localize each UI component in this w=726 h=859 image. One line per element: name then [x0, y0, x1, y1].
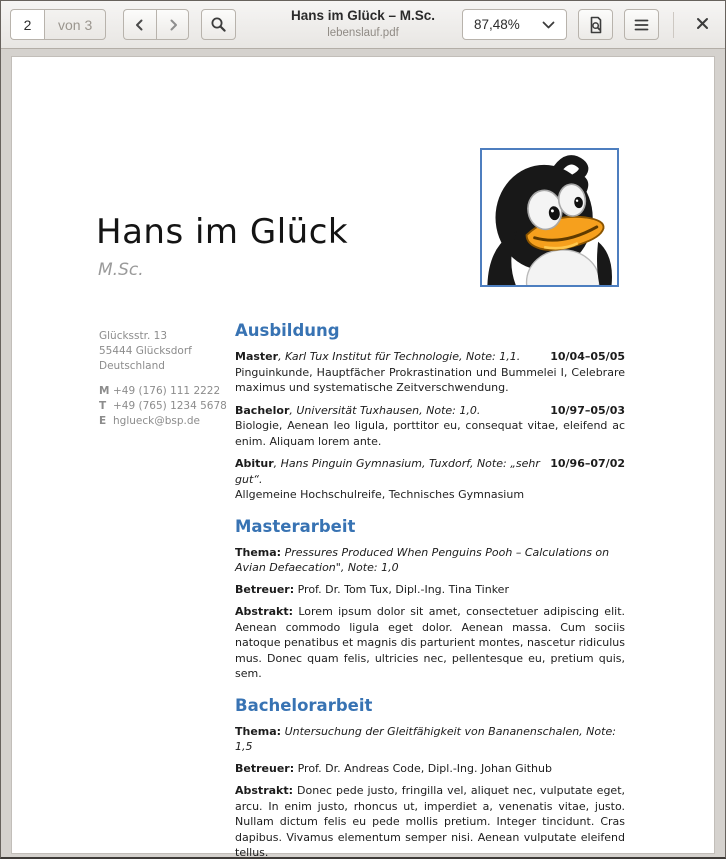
- chevron-left-icon: [132, 17, 148, 33]
- document-viewport[interactable]: [1, 50, 725, 857]
- entry-description: Pinguinkunde, Hauptfächer Prokrastination und Bummelei I, Celebrare maximus und systematische Zeitverschwendung.: [235, 365, 625, 394]
- tux-penguin-photo: [480, 148, 619, 287]
- page-number-input[interactable]: [10, 9, 44, 40]
- row-value: Pressures Produced When Penguins Pooh – Calculations on Avian Defaecation", Note: 1,0: [235, 545, 610, 574]
- document-title: Hans im Glück – M.Sc.: [290, 8, 436, 23]
- menu-button[interactable]: [624, 9, 659, 40]
- document-magnifier-icon: [587, 16, 605, 34]
- address-line: Glücksstr. 13: [99, 330, 168, 342]
- hamburger-icon: [634, 19, 649, 31]
- contact-sidebar: [99, 329, 235, 429]
- thesis-thema-row: [235, 545, 625, 576]
- zoom-level-value: 87,48%: [474, 17, 520, 32]
- row-value: Prof. Dr. Andreas Code, Dipl.-Ing. Johan Github: [297, 762, 552, 775]
- thesis-abstract-row: [235, 783, 625, 859]
- entry-description: Allgemeine Hochschulreife, Technisches Gymnasium: [235, 488, 525, 501]
- cv-name: Hans im Glück: [96, 212, 349, 252]
- chevron-right-icon: [165, 17, 181, 33]
- contact-value: +49 (176) 111 2222: [113, 385, 221, 397]
- page-navigation-widget: [10, 9, 106, 40]
- cv-main-column: [235, 321, 625, 859]
- search-icon: [210, 16, 227, 33]
- contact-value: +49 (765) 1234 5678: [113, 400, 227, 412]
- document-filename: lebenslauf.pdf: [327, 27, 399, 39]
- contact-phone: [99, 399, 235, 414]
- row-value: Lorem ipsum dolor sit amet, consectetuer adipiscing elit. Aenean commodo ligula eget dolor. Aenean massa. Cum sociis natoque penatibus et magnis dis parturient montes, nascetur ridiculus mus. Donec quam felis, ultricies nec, pellentesque eu, pretium quis, sem.: [235, 605, 626, 680]
- window-title-block: [291, 6, 435, 40]
- contact-email: [99, 414, 235, 429]
- entry-date: 10/04–05/05: [550, 350, 625, 363]
- close-button[interactable]: [687, 10, 717, 40]
- tux-penguin-illustration: [482, 150, 617, 285]
- chevron-down-icon: [542, 17, 555, 32]
- pdf-page: [11, 56, 715, 859]
- thesis-betreuer-row: [235, 761, 625, 777]
- contact-label: M: [99, 385, 110, 397]
- row-label: Abstrakt:: [235, 605, 294, 618]
- entry-detail: , Hans Pinguin Gymnasium, Tuxdorf, Note: „sehr gut“.: [235, 457, 540, 486]
- row-label: Thema:: [235, 545, 282, 559]
- row-label: Abstrakt:: [235, 784, 294, 797]
- education-entry-bachelor: [235, 403, 625, 450]
- thesis-abstract-row: [235, 604, 625, 682]
- document-preview-button[interactable]: [578, 9, 613, 40]
- section-heading: Bachelorarbeit: [235, 695, 373, 715]
- section-heading: Masterarbeit: [235, 516, 356, 536]
- toolbar: [1, 1, 725, 49]
- contact-label: E: [99, 415, 107, 427]
- section-heading: Ausbildung: [235, 321, 340, 340]
- entry-degree: Abitur: [235, 457, 274, 470]
- address-line: 55444 Glücksdorf: [99, 345, 192, 357]
- thesis-betreuer-row: [235, 582, 625, 598]
- cv-degree: M.Sc.: [98, 260, 144, 280]
- thesis-thema-row: [235, 724, 625, 755]
- entry-degree: Bachelor: [235, 403, 290, 417]
- address-line: Deutschland: [99, 360, 165, 372]
- toolbar-right-cluster: [462, 9, 717, 40]
- section-master-thesis: [235, 517, 625, 682]
- contact-mobile: [99, 384, 235, 399]
- contact-value: hglueck@bsp.de: [113, 415, 200, 427]
- section-education: [235, 321, 625, 503]
- row-value: Untersuchung der Gleitfähigkeit von Bananenschalen, Note: 1,5: [235, 724, 616, 753]
- education-entry-master: [235, 349, 625, 396]
- row-value: Donec pede justo, fringilla vel, aliquet nec, vulputate eget, arcu. In enim justo, rhoncus ut, imperdiet a, venenatis vitae, justo. Nullam dictum felis eu pede mollis pretium. Integer tincidunt. Cras dapibus. Vivamus elementum semper nisi. Aenean vulputate eleifend tellus.: [235, 784, 626, 859]
- entry-date: 10/96–07/02: [550, 457, 625, 470]
- search-button[interactable]: [201, 9, 236, 40]
- row-label: Betreuer:: [235, 583, 295, 596]
- row-label: Betreuer:: [235, 762, 295, 775]
- zoom-level-dropdown[interactable]: [462, 9, 567, 40]
- education-entry-abitur: [235, 456, 625, 503]
- entry-description: Biologie, Aenean leo ligula, porttitor eu, consequat vitae, eleifend ac enim. Aliquam lorem ante.: [235, 419, 625, 448]
- toolbar-separator: [673, 12, 674, 38]
- row-value: Prof. Dr. Tom Tux, Dipl.-Ing. Tina Tinker: [297, 583, 509, 596]
- forward-button[interactable]: [156, 9, 189, 40]
- back-button[interactable]: [123, 9, 156, 40]
- page-total-label: von 3: [44, 9, 106, 40]
- section-bachelor-thesis: [235, 696, 625, 859]
- close-icon: [696, 17, 709, 33]
- entry-degree: Master: [235, 350, 279, 363]
- row-label: Thema:: [235, 724, 282, 738]
- contact-label: T: [99, 400, 107, 412]
- entry-detail: , Universität Tuxhausen, Note: 1,0.: [289, 403, 481, 417]
- entry-detail: , Karl Tux Institut für Technologie, Note: 1,1.: [278, 350, 521, 363]
- history-nav-buttons: [123, 9, 189, 40]
- entry-date: 10/97–05/03: [550, 403, 625, 417]
